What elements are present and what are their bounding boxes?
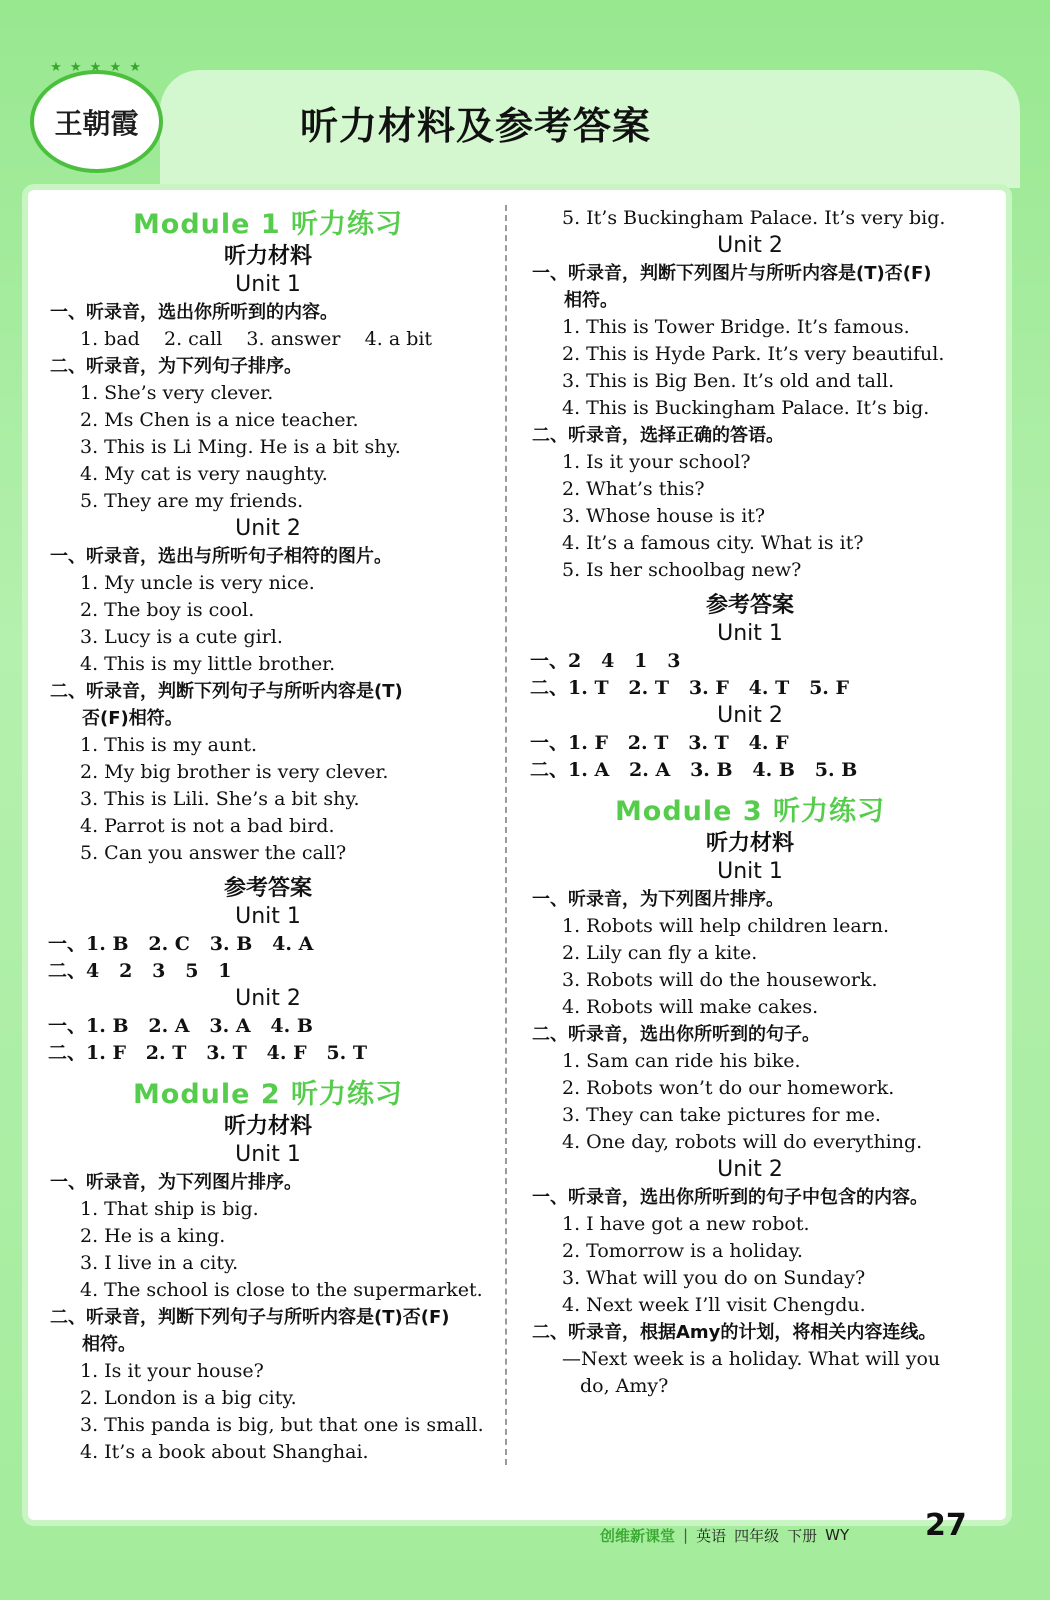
m1-u1-q1-items: 1. bad 2. call 3. answer 4. a bit xyxy=(80,328,433,350)
column-divider xyxy=(505,205,507,1465)
list-item: 4. It’s a famous city. What is it? xyxy=(562,532,864,554)
footer-subject: 英语 xyxy=(696,1526,727,1545)
list-item: 2. This is Hyde Park. It’s very beautiful. xyxy=(562,343,945,365)
m3-u2-question-1: 一、听录音，选出你所听到的句子中包含的内容。 xyxy=(532,1187,928,1208)
list-item: 1. This is my aunt. xyxy=(80,734,258,756)
footer-separator: | xyxy=(683,1526,689,1544)
m2-unit2-heading: Unit 2 xyxy=(717,233,783,258)
list-item: 3. They can take pictures for me. xyxy=(562,1104,881,1126)
m2-a-u2-line1: 一、1. F 2. T 3. T 4. F xyxy=(530,732,789,754)
list-item: 2. He is a king. xyxy=(80,1225,226,1247)
m2-u1-question-2-cont: 相符。 xyxy=(82,1334,136,1355)
m3-u2-question-2: 二、听录音，根据Amy的计划，将相关内容连线。 xyxy=(532,1322,937,1343)
list-item: 3. This is Lili. She’s a bit shy. xyxy=(80,788,360,810)
list-item: 1. This is Tower Bridge. It’s famous. xyxy=(562,316,910,338)
m2-answers-title: 参考答案 xyxy=(705,593,794,618)
list-item: 3. This is Li Ming. He is a bit shy. xyxy=(80,436,401,458)
list-item: 4. My cat is very naughty. xyxy=(80,463,328,485)
module-3-title: Module 3 听力练习 xyxy=(614,796,886,827)
m1-a-u1-line2: 二、4 2 3 5 1 xyxy=(48,960,232,982)
list-item: 5. Can you answer the call? xyxy=(80,842,347,864)
m2-a-u1-line2: 二、1. T 2. T 3. F 4. T 5. F xyxy=(530,677,850,699)
list-item: 1. Is it your house? xyxy=(80,1360,264,1382)
list-item: 1. Is it your school? xyxy=(562,451,751,473)
m2-answers-unit1: Unit 1 xyxy=(717,621,783,646)
m1-u2-question-2: 二、听录音，判断下列句子与所听内容是(T) xyxy=(50,681,403,702)
m2-unit1-heading: Unit 1 xyxy=(235,1142,301,1167)
list-item: 4. This is Buckingham Palace. It’s big. xyxy=(562,397,930,419)
m2-a-u2-line2: 二、1. A 2. A 3. B 4. B 5. B xyxy=(530,759,858,781)
module-1-title: Module 1 听力练习 xyxy=(132,209,404,240)
list-item: 2. My big brother is very clever. xyxy=(80,761,389,783)
list-item: —Next week is a holiday. What will you xyxy=(562,1348,941,1370)
footer-grade: 四年级 xyxy=(734,1526,780,1545)
list-item: 4. The school is close to the supermarket. xyxy=(80,1279,483,1301)
m3-u1-question-1: 一、听录音，为下列图片排序。 xyxy=(532,889,784,910)
m1-answers-title: 参考答案 xyxy=(223,876,312,901)
m2-u2-question-1-cont: 相符。 xyxy=(564,290,618,311)
m1-a-u2-line2: 二、1. F 2. T 3. T 4. F 5. T xyxy=(48,1042,368,1064)
list-item: 4. Next week I’ll visit Chengdu. xyxy=(562,1294,866,1316)
list-item: 4. One day, robots will do everything. xyxy=(562,1131,923,1153)
footer-edition: WY xyxy=(825,1526,850,1544)
m2-materials-title: 听力材料 xyxy=(223,1114,312,1139)
module-2-title: Module 2 听力练习 xyxy=(132,1079,404,1110)
logo-stars: ★ ★ ★ ★ ★ xyxy=(50,60,143,75)
list-item: 1. My uncle is very nice. xyxy=(80,572,315,594)
m1-answers-unit1: Unit 1 xyxy=(235,904,301,929)
m1-unit1-heading: Unit 1 xyxy=(235,272,301,297)
m2-u1-question-2: 二、听录音，判断下列句子与所听内容是(T)否(F) xyxy=(50,1307,450,1328)
list-item: 1. I have got a new robot. xyxy=(562,1213,810,1235)
list-item: 1. She’s very clever. xyxy=(80,382,274,404)
m1-answers-unit2: Unit 2 xyxy=(235,986,301,1011)
list-item: 2. Lily can fly a kite. xyxy=(562,942,758,964)
list-item: 4. This is my little brother. xyxy=(80,653,336,675)
list-item: 1. That ship is big. xyxy=(80,1198,259,1220)
list-item: 2. Robots won’t do our homework. xyxy=(562,1077,895,1099)
m2-u2-question-2: 二、听录音，选择正确的答语。 xyxy=(532,425,784,446)
list-item: 3. This panda is big, but that one is small. xyxy=(80,1414,484,1436)
list-item: 5. Is her schoolbag new? xyxy=(562,559,802,581)
footer-brand: 创维新课堂 xyxy=(600,1526,676,1545)
list-item: 4. It’s a book about Shanghai. xyxy=(80,1441,369,1463)
page-footer xyxy=(600,1520,849,1550)
page-title: 听力材料及参考答案 xyxy=(300,104,652,148)
m1-u2-question-2-cont: 否(F)相符。 xyxy=(82,708,183,729)
list-item: 3. This is Big Ben. It’s old and tall. xyxy=(562,370,895,392)
m3-materials-title: 听力材料 xyxy=(705,831,794,856)
m2-a-u1-line1: 一、2 4 1 3 xyxy=(530,650,681,672)
list-item: 4. Robots will make cakes. xyxy=(562,996,819,1018)
m2-u2-question-1: 一、听录音，判断下列图片与所听内容是(T)否(F) xyxy=(532,263,932,284)
list-item: 2. Ms Chen is a nice teacher. xyxy=(80,409,359,431)
list-item: 3. Lucy is a cute girl. xyxy=(80,626,283,648)
list-item: 4. Parrot is not a bad bird. xyxy=(80,815,335,837)
m1-a-u2-line1: 一、1. B 2. A 3. A 4. B xyxy=(48,1015,313,1037)
list-item: 2. Tomorrow is a holiday. xyxy=(562,1240,803,1262)
right-column xyxy=(530,205,970,1400)
page-number: 27 xyxy=(925,1508,967,1543)
logo-name: 王朝霞 xyxy=(54,106,139,140)
m1-unit2-heading: Unit 2 xyxy=(235,516,301,541)
list-item: 1. Robots will help children learn. xyxy=(562,915,890,937)
m2-answers-unit2: Unit 2 xyxy=(717,703,783,728)
list-item: 3. Robots will do the housework. xyxy=(562,969,878,991)
m1-a-u1-line1: 一、1. B 2. C 3. B 4. A xyxy=(48,933,314,955)
footer-volume: 下册 xyxy=(787,1526,818,1545)
list-item: 3. Whose house is it? xyxy=(562,505,766,527)
m1-u2-question-1: 一、听录音，选出与所听句子相符的图片。 xyxy=(50,546,392,567)
list-item: do, Amy? xyxy=(580,1375,669,1397)
m1-u1-question-2: 二、听录音，为下列句子排序。 xyxy=(50,356,302,377)
list-item: 3. I live in a city. xyxy=(80,1252,239,1274)
m1-materials-title: 听力材料 xyxy=(223,244,312,269)
list-item: 2. The boy is cool. xyxy=(80,599,255,621)
left-column xyxy=(48,205,488,1466)
m3-u1-question-2: 二、听录音，选出你所听到的句子。 xyxy=(532,1024,820,1045)
brand-logo xyxy=(30,60,163,173)
m2-u1-question-1: 一、听录音，为下列图片排序。 xyxy=(50,1172,302,1193)
list-item: 2. London is a big city. xyxy=(80,1387,297,1409)
list-item: 2. What’s this? xyxy=(562,478,705,500)
m3-unit1-heading: Unit 1 xyxy=(717,859,783,884)
m3-unit2-heading: Unit 2 xyxy=(717,1157,783,1182)
list-item: 3. What will you do on Sunday? xyxy=(562,1267,866,1289)
m1-u1-question-1: 一、听录音，选出你所听到的内容。 xyxy=(50,302,338,323)
list-item: 1. Sam can ride his bike. xyxy=(562,1050,801,1072)
list-item: 5. They are my friends. xyxy=(80,490,304,512)
list-item: 5. It’s Buckingham Palace. It’s very big. xyxy=(562,207,946,229)
